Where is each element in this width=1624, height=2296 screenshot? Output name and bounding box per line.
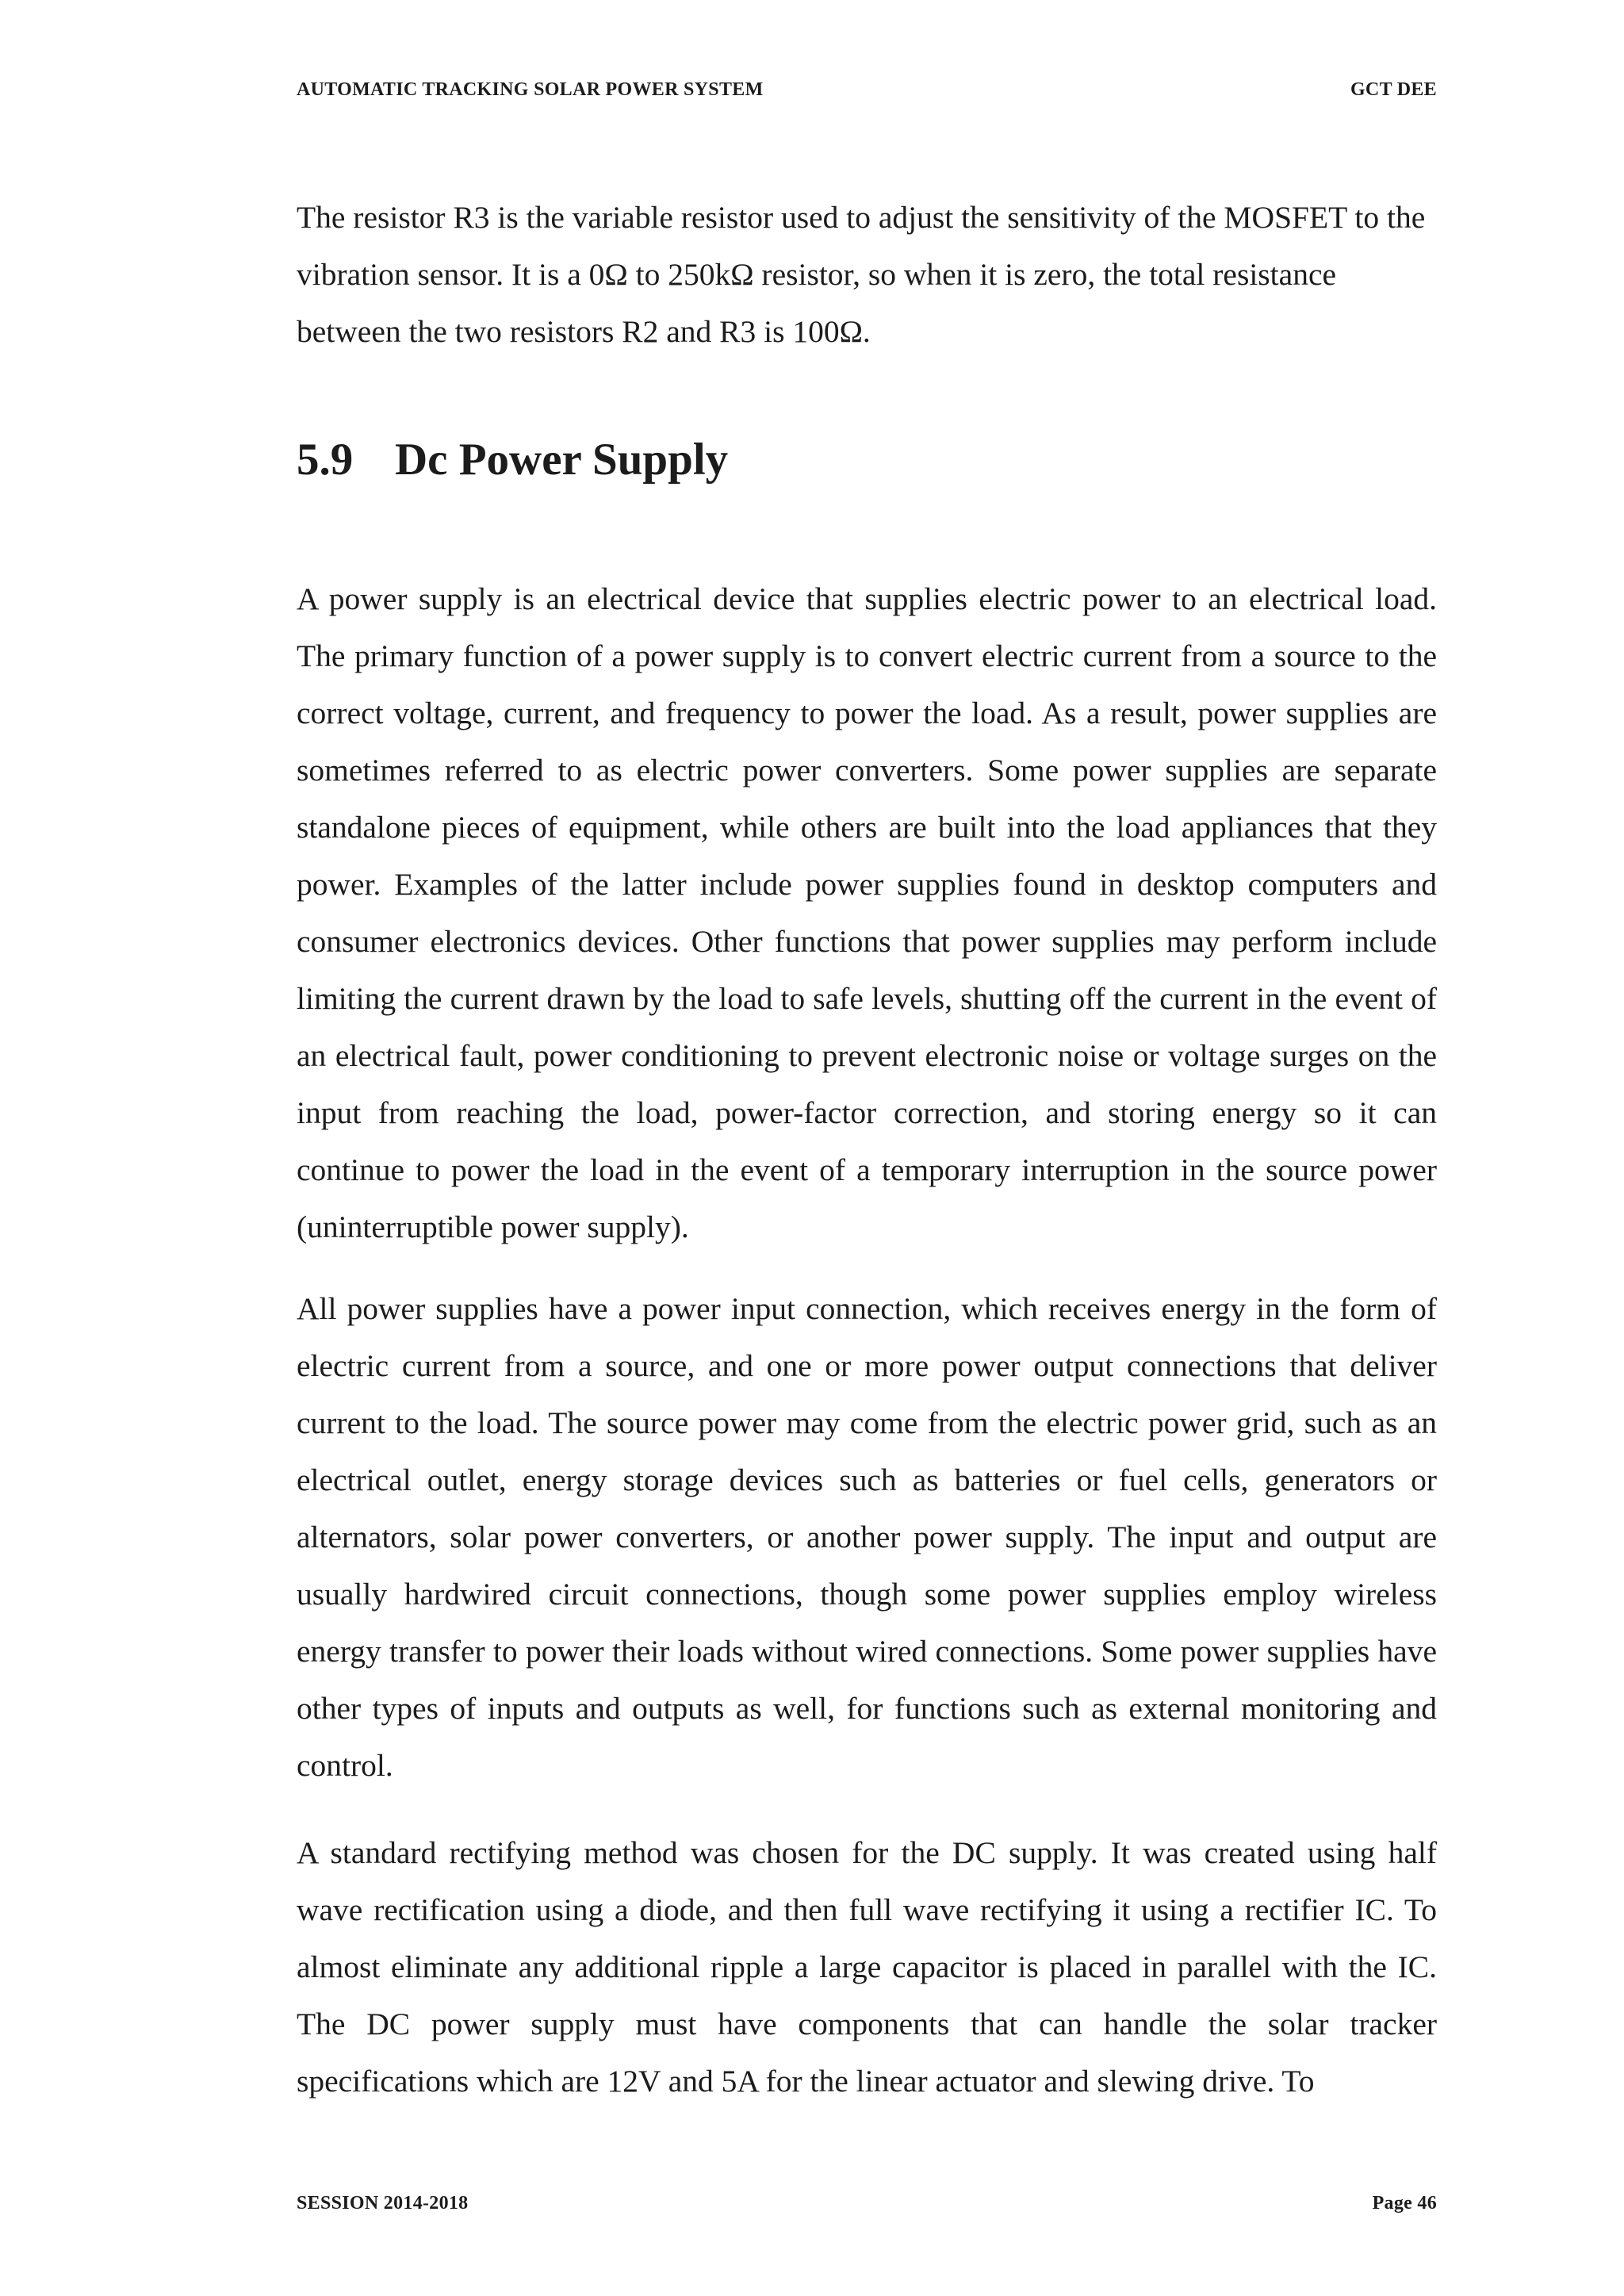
running-footer: [297, 2193, 1437, 2214]
running-header: [297, 79, 1437, 101]
section-heading: [297, 428, 728, 492]
page-number: Page 46: [1372, 2193, 1437, 2214]
body-paragraph: A standard rectifying method was chosen for the DC supply. It was created using half wave rectification using a diode, and then full wave rectifying it using a rectifier IC. To almost eliminate any additional ripple a large capacitor is placed in parallel with the IC. The DC power supply must have components that can handle the solar tracker specifications which are 12V and 5A for the linear actuator and slewing drive. To: [297, 1835, 1437, 2099]
body-paragraph: A power supply is an electrical device that supplies electric power to an electrical load. The primary function of a power supply is to convert electric current from a source to the correct voltage, current, and frequency to power the load. As a result, power supplies are sometimes referred to as electric power converters. Some power supplies are separate standalone pieces of equipment, while others are built into the load appliances that they power. Examples of the latter include power supplies found in desktop computers and consumer electronics devices. Other functions that power supplies may perform include limiting the current drawn by the load to safe levels, shutting off the current in the event of an electrical fault, power conditioning to prevent electronic noise or voltage surges on the input from reaching the load, power-factor correction, and storing energy so it can continue to power the load in the event of a temporary interruption in the source power (uninterruptible power supply).: [297, 581, 1437, 1244]
section-number: 5.9: [297, 435, 354, 485]
header-department: GCT DEE: [1350, 79, 1437, 100]
footer-session: SESSION 2014-2018: [297, 2193, 469, 2214]
body-paragraph: All power supplies have a power input connection, which receives energy in the form of electric current from a source, and one or more power output connections that deliver current to the load. The source power may come from the electric power grid, such as an electrical outlet, energy storage devices such as batteries or fuel cells, generators or alternators, solar power converters, or another power supply. The input and output are usually hardwired circuit connections, though some power supplies employ wireless energy transfer to power their loads without wired connections. Some power supplies have other types of inputs and outputs as well, for functions such as external monitoring and control.: [297, 1291, 1437, 1783]
section-title: Dc Power Supply: [395, 435, 729, 485]
intro-paragraph: The resistor R3 is the variable resistor used to adjust the sensitivity of the MOSFET to the vibration sensor. It is a 0Ω to 250kΩ resistor, so when it is zero, the total resistance between the two resistors R2 and R3 is 100Ω.: [297, 200, 1426, 349]
header-title: AUTOMATIC TRACKING SOLAR POWER SYSTEM: [297, 79, 764, 100]
